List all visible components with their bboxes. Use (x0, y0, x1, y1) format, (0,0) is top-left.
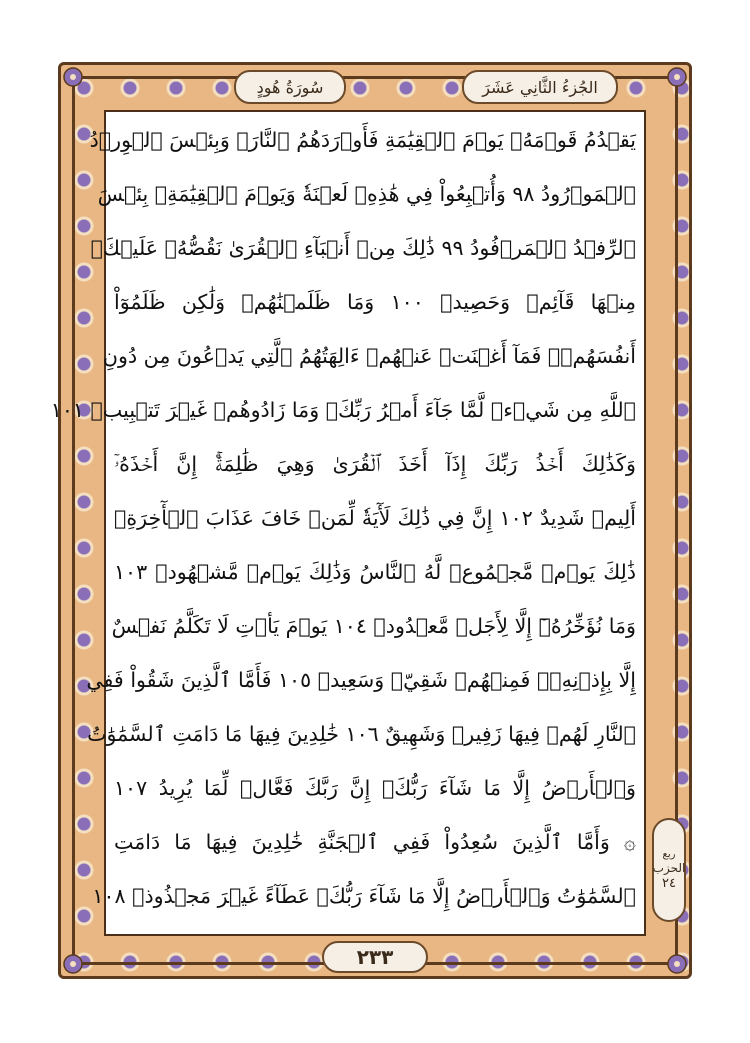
text-line-4: مِنۡهَا قَآئِمٞ وَحَصِيدٞ ١٠٠ وَمَا ظَلَمۡنَٰهُمۡ وَلَٰكِن ظَلَمُوٓاْ (114, 290, 636, 314)
text-line-15: ٱلسَّمَٰوَٰتُ وَٱلۡأَرۡضُ إِلَّا مَا شَآءَ رَبُّكَۖ عَطَآءً غَيۡرَ مَجۡذُوذٖ ١٠٨ (92, 884, 636, 908)
page-number: ٢٣٣ (322, 941, 428, 973)
hizb-number: ٢٤ (662, 875, 676, 891)
text-line-7: وَكَذَٰلِكَ أَخۡذُ رَبِّكَ إِذَآ أَخَذَ ٱلۡقُرَىٰ وَهِيَ ظَٰلِمَةٌۚ إِنَّ أَخۡذَهُۥٓ (114, 452, 636, 476)
text-line-14: ۞ وَأَمَّا ٱلَّذِينَ سُعِدُواْ فَفِي ٱلۡجَنَّةِ خَٰلِدِينَ فِيهَا مَا دَامَتِ (114, 830, 636, 854)
text-line-3: ٱلرِّفۡدُ ٱلۡمَرۡفُودُ ٩٩ ذَٰلِكَ مِنۡ أَنۢبَآءِ ٱلۡقُرَىٰ نَقُصُّهُۥ عَلَيۡكَۖ (90, 236, 636, 260)
surah-title: سُورَةُ هُودٍ (234, 70, 346, 104)
text-line-10: وَمَا نُؤَخِّرُهُۥٓ إِلَّا لِأَجَلٖ مَّعۡدُودٖ ١٠٤ يَوۡمَ يَأۡتِ لَا تَكَلَّمُ نَفۡسٌ (111, 614, 636, 638)
text-line-13: وَٱلۡأَرۡضُ إِلَّا مَا شَآءَ رَبُّكَۚ إِنَّ رَبَّكَ فَعَّالٞ لِّمَا يُرِيدُ ١٠٧ (114, 776, 636, 800)
juz-title: الجُزءُ الثَّانِي عَشَرَ (462, 70, 618, 104)
text-line-9: ذَٰلِكَ يَوۡمٞ مَّجۡمُوعٞ لَّهُ ٱلنَّاسُ وَذَٰلِكَ يَوۡمٞ مَّشۡهُودٞ ١٠٣ (114, 560, 636, 584)
text-line-8: أَلِيمٞ شَدِيدٌ ١٠٢ إِنَّ فِي ذَٰلِكَ لَأٓيَةٗ لِّمَنۡ خَافَ عَذَابَ ٱلۡأٓخِرَةِۚ (114, 506, 636, 530)
text-line-2: ٱلۡمَوۡرُودُ ٩٨ وَأُتۡبِعُواْ فِي هَٰذِهِۦ لَعۡنَةٗ وَيَوۡمَ ٱلۡقِيَٰمَةِۚ بِئۡسَ (97, 182, 636, 206)
text-line-12: ٱلنَّارِ لَهُمۡ فِيهَا زَفِيرٞ وَشَهِيقٌ ١٠٦ خَٰلِدِينَ فِيهَا مَا دَامَتِ ٱلسَّمَٰوَٰتُ (87, 722, 636, 746)
text-line-5: أَنفُسَهُمۡۖ فَمَآ أَغۡنَتۡ عَنۡهُمۡ ءَالِهَتُهُمُ ٱلَّتِي يَدۡعُونَ مِن دُونِ (102, 344, 636, 368)
hizb-label: الحزب (652, 860, 686, 875)
text-line-6: ٱللَّهِ مِن شَيۡءٖ لَّمَّا جَآءَ أَمۡرُ رَبِّكَۖ وَمَا زَادُوهُمۡ غَيۡرَ تَتۡبِيبٖ ١٠١ (50, 398, 636, 422)
text-line-1: يَقۡدُمُ قَوۡمَهُۥ يَوۡمَ ٱلۡقِيَٰمَةِ فَأَوۡرَدَهُمُ ٱلنَّارَۖ وَبِئۡسَ ٱلۡوِرۡدُ (89, 128, 636, 152)
text-line-11: إِلَّا بِإِذۡنِهِۦۚ فَمِنۡهُمۡ شَقِيّٞ وَسَعِيدٞ ١٠٥ فَأَمَّا ٱلَّذِينَ شَقُواْ فَفِي (86, 668, 636, 692)
hizb-quarter-label: ربع (662, 848, 676, 860)
hizb-quarter-marker (652, 818, 686, 922)
quran-text-panel (50, 110, 646, 936)
